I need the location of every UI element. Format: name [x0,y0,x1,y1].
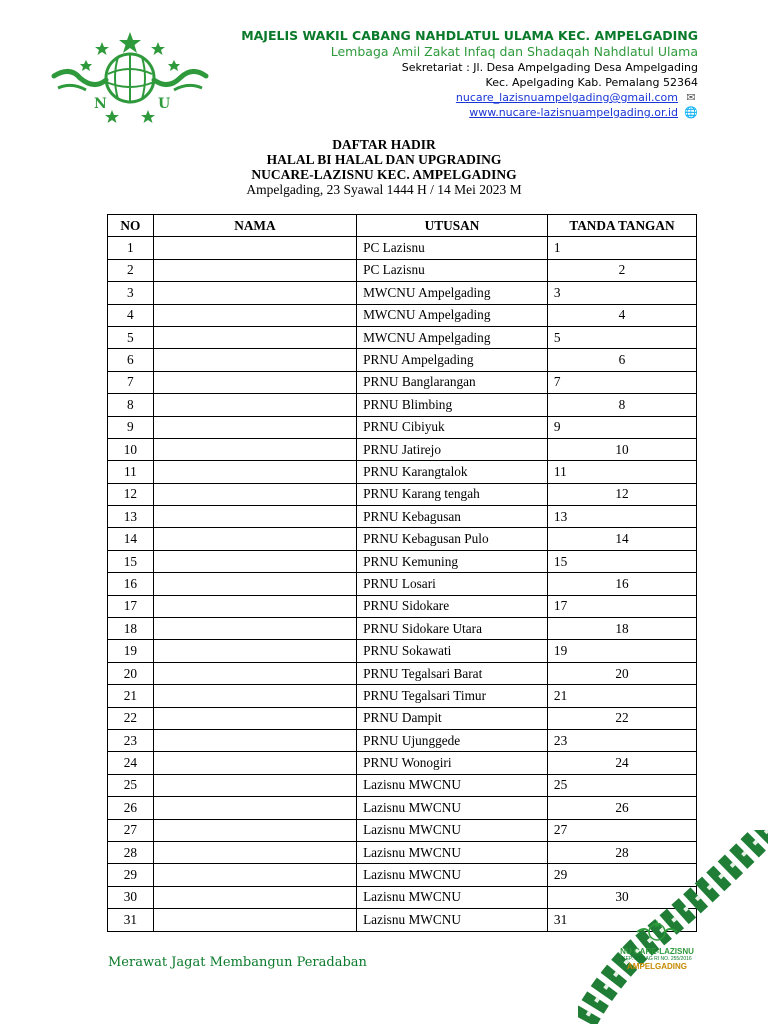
header-nama: NAMA [153,215,356,237]
row-name-cell[interactable] [153,237,356,259]
row-utusan: Lazisnu MWCNU [357,797,548,819]
row-utusan: PC Lazisnu [357,259,548,281]
nucare-lazisnu-logo [612,920,702,970]
row-number: 18 [108,618,154,640]
row-utusan: PRNU Cibiyuk [357,416,548,438]
row-number: 9 [108,416,154,438]
row-signature-number: 7 [553,374,561,390]
table-row [108,237,697,259]
table-row [108,416,697,438]
row-signature-cell[interactable] [547,483,696,505]
row-utusan: PRNU Sidokare [357,595,548,617]
row-name-cell[interactable] [153,304,356,326]
row-number: 5 [108,326,154,348]
row-number: 29 [108,864,154,886]
row-name-cell[interactable] [153,282,356,304]
document-title [0,137,768,198]
row-utusan: PRNU Sidokare Utara [357,618,548,640]
row-name-cell[interactable] [153,662,356,684]
row-name-cell[interactable] [153,774,356,796]
row-utusan: MWCNU Ampelgading [357,326,548,348]
table-row [108,618,697,640]
table-row [108,349,697,371]
row-signature-number: 30 [615,889,629,905]
row-number: 8 [108,394,154,416]
row-number: 7 [108,371,154,393]
row-utusan: PRNU Kebagusan [357,506,548,528]
row-signature-cell[interactable] [547,618,696,640]
row-utusan: PRNU Wonogiri [357,752,548,774]
row-signature-cell[interactable] [547,707,696,729]
row-signature-number: 25 [553,777,568,793]
row-number: 22 [108,707,154,729]
row-name-cell[interactable] [153,729,356,751]
row-signature-number: 16 [615,575,629,591]
row-signature-cell[interactable] [547,349,696,371]
row-number: 16 [108,573,154,595]
row-name-cell[interactable] [153,841,356,863]
row-signature-cell[interactable] [547,729,696,751]
row-utusan: PRNU Tegalsari Timur [357,685,548,707]
row-utusan: PRNU Karangtalok [357,461,548,483]
row-utusan: Lazisnu MWCNU [357,864,548,886]
row-utusan: PRNU Kemuning [357,550,548,572]
row-signature-number: 3 [553,284,561,300]
row-signature-number: 13 [553,508,568,524]
row-number: 24 [108,752,154,774]
row-number: 6 [108,349,154,371]
letterhead [241,28,698,120]
row-signature-cell[interactable] [547,752,696,774]
row-signature-number: 15 [553,553,568,569]
organization-name: MAJELIS WAKIL CABANG NAHDLATUL ULAMA KEC. AMPELGADING [241,28,698,43]
email-link[interactable]: nucare_lazisnuampelgading@gmail.com [455,91,678,104]
table-row [108,640,697,662]
row-name-cell[interactable] [153,326,356,348]
row-signature-cell[interactable] [547,461,696,483]
row-utusan: Lazisnu MWCNU [357,819,548,841]
row-number: 14 [108,528,154,550]
row-signature-cell[interactable] [547,797,696,819]
row-name-cell[interactable] [153,573,356,595]
row-utusan: PRNU Sokawati [357,640,548,662]
row-signature-number: 1 [553,240,561,256]
row-signature-cell[interactable] [547,640,696,662]
row-utusan: PRNU Blimbing [357,394,548,416]
row-number: 23 [108,729,154,751]
row-signature-number: 21 [553,687,568,703]
row-name-cell[interactable] [153,438,356,460]
row-name-cell[interactable] [153,819,356,841]
table-row [108,483,697,505]
table-row [108,774,697,796]
table-row [108,282,697,304]
row-utusan: Lazisnu MWCNU [357,841,548,863]
row-utusan: PC Lazisnu [357,237,548,259]
row-name-cell[interactable] [153,506,356,528]
row-number: 19 [108,640,154,662]
title-line-3: NUCARE-LAZISNU KEC. AMPELGADING [251,167,517,182]
row-name-cell[interactable] [153,864,356,886]
row-signature-number: 22 [615,710,629,726]
row-number: 2 [108,259,154,281]
attendance-table [107,214,697,932]
row-signature-number: 6 [618,352,626,368]
row-signature-cell[interactable] [547,662,696,684]
row-signature-cell[interactable] [547,394,696,416]
header-utusan: UTUSAN [357,215,548,237]
row-utusan: Lazisnu MWCNU [357,774,548,796]
row-signature-cell[interactable] [547,304,696,326]
row-utusan: MWCNU Ampelgading [357,282,548,304]
row-name-cell[interactable] [153,528,356,550]
table-row [108,685,697,707]
row-name-cell[interactable] [153,752,356,774]
row-signature-cell[interactable] [547,550,696,572]
row-signature-number: 11 [553,463,567,479]
envelope-icon: ✉ [686,90,696,104]
row-signature-cell[interactable] [547,685,696,707]
nucare-emblem-icon [635,920,679,942]
header-no: NO [108,215,154,237]
row-signature-number: 9 [553,419,561,435]
row-name-cell[interactable] [153,394,356,416]
row-name-cell[interactable] [153,461,356,483]
row-signature-number: 17 [553,598,568,614]
row-signature-number: 14 [615,531,629,547]
row-number: 4 [108,304,154,326]
row-signature-cell[interactable] [547,528,696,550]
row-utusan: PRNU Losari [357,573,548,595]
globe-icon: 🌐 [684,105,698,119]
nu-logo-u: U [158,96,171,112]
row-name-cell[interactable] [153,707,356,729]
row-signature-cell[interactable] [547,573,696,595]
organization-subtitle: Lembaga Amil Zakat Infaq dan Shadaqah Nahdlatul Ulama [330,44,698,59]
website-link[interactable]: www.nucare-lazisnuampelgading.or.id [469,106,678,119]
row-number: 11 [108,461,154,483]
row-utusan: PRNU Banglarangan [357,371,548,393]
table-row [108,461,697,483]
row-number: 15 [108,550,154,572]
row-signature-cell[interactable] [547,326,696,348]
row-name-cell[interactable] [153,483,356,505]
address-line-2: Kec. Apelgading Kab. Pemalang 52364 [485,76,698,89]
title-line-1: DAFTAR HADIR [332,137,436,152]
row-signature-number: 20 [615,665,629,681]
row-signature-number: 5 [553,329,561,345]
header-tanda-tangan: TANDA TANGAN [547,215,696,237]
row-signature-cell[interactable] [547,237,696,259]
row-utusan: PRNU Ujunggede [357,729,548,751]
row-utusan: Lazisnu MWCNU [357,886,548,908]
row-signature-number: 10 [615,441,629,457]
row-signature-cell[interactable] [547,506,696,528]
row-signature-cell[interactable] [547,259,696,281]
row-name-cell[interactable] [153,595,356,617]
row-signature-number: 31 [553,911,568,927]
table-row [108,707,697,729]
row-utusan: PRNU Karang tengah [357,483,548,505]
row-name-cell[interactable] [153,886,356,908]
footer-logo-line-2: KEP. MENAG RI NO. 255/2016 [622,956,692,962]
row-signature-number: 12 [615,486,629,502]
row-signature-cell[interactable] [547,416,696,438]
table-row [108,394,697,416]
row-signature-number: 19 [553,643,568,659]
row-signature-number: 24 [615,755,629,771]
row-name-cell[interactable] [153,259,356,281]
row-number: 27 [108,819,154,841]
row-signature-number: 28 [615,844,629,860]
row-number: 26 [108,797,154,819]
table-body [108,237,697,931]
row-signature-number: 27 [553,822,568,838]
table-row [108,506,697,528]
row-name-cell[interactable] [153,685,356,707]
table-row [108,371,697,393]
row-number: 21 [108,685,154,707]
address-line-1: Sekretariat : Jl. Desa Ampelgading Desa Ampelgading [401,61,698,74]
row-number: 3 [108,282,154,304]
title-date: Ampelgading, 23 Syawal 1444 H / 14 Mei 2023 M [246,182,522,197]
row-utusan: PRNU Dampit [357,707,548,729]
table-row [108,550,697,572]
table-row [108,729,697,751]
footer-motto: Merawat Jagat Membangun Peradaban [108,955,367,970]
nu-logo-n: N [94,96,107,112]
row-number: 10 [108,438,154,460]
row-number: 13 [108,506,154,528]
table-row [108,304,697,326]
row-number: 17 [108,595,154,617]
row-utusan: MWCNU Ampelgading [357,304,548,326]
table-row [108,528,697,550]
row-signature-number: 18 [615,620,629,636]
row-signature-number: 4 [618,307,626,323]
row-name-cell[interactable] [153,640,356,662]
table-row [108,662,697,684]
row-signature-cell[interactable] [547,371,696,393]
row-number: 20 [108,662,154,684]
table-row [108,259,697,281]
row-number: 28 [108,841,154,863]
nu-logo [50,30,210,125]
row-signature-cell[interactable] [547,282,696,304]
row-signature-cell[interactable] [547,438,696,460]
row-name-cell[interactable] [153,550,356,572]
row-signature-cell[interactable] [547,595,696,617]
row-name-cell[interactable] [153,416,356,438]
row-name-cell[interactable] [153,909,356,931]
row-utusan: PRNU Kebagusan Pulo [357,528,548,550]
row-name-cell[interactable] [153,349,356,371]
footer-logo-line-3: AMPELGADING [627,962,687,971]
row-number: 25 [108,774,154,796]
row-name-cell[interactable] [153,371,356,393]
row-signature-number: 29 [553,867,568,883]
row-signature-number: 26 [615,799,629,815]
row-number: 1 [108,237,154,259]
row-name-cell[interactable] [153,618,356,640]
table-row [108,573,697,595]
row-signature-number: 8 [618,396,626,412]
table-row [108,438,697,460]
table-row [108,595,697,617]
row-signature-cell[interactable] [547,774,696,796]
footer-logo-line-1: NU CARE-LAZISNU [620,947,694,956]
table-row [108,797,697,819]
row-signature-number: 2 [618,262,626,278]
row-utusan: PRNU Tegalsari Barat [357,662,548,684]
row-utusan: PRNU Ampelgading [357,349,548,371]
row-utusan: PRNU Jatirejo [357,438,548,460]
row-utusan: Lazisnu MWCNU [357,909,548,931]
row-number: 30 [108,886,154,908]
title-line-2: HALAL BI HALAL DAN UPGRADING [266,152,502,167]
table-header-row [108,215,697,237]
table-row [108,752,697,774]
row-number: 31 [108,909,154,931]
row-name-cell[interactable] [153,797,356,819]
row-number: 12 [108,483,154,505]
row-signature-number: 23 [553,732,568,748]
table-row [108,326,697,348]
